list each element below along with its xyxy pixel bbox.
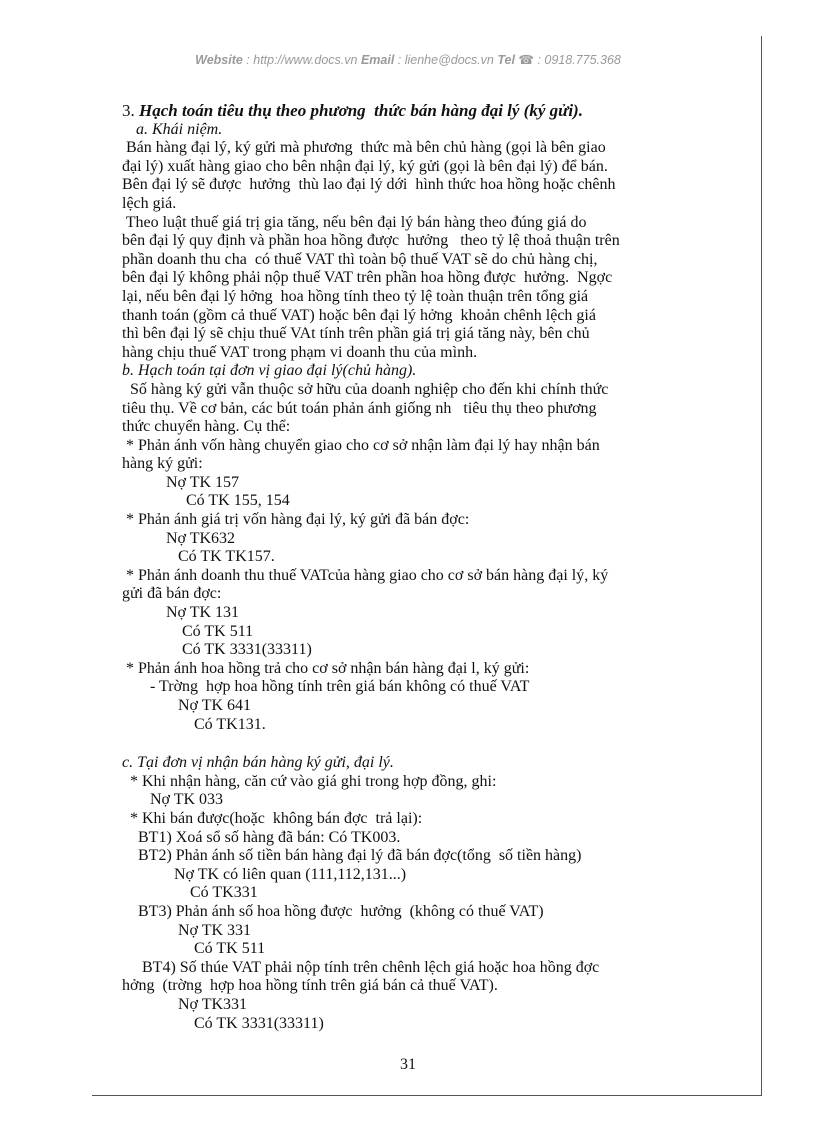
page-header xyxy=(0,52,816,67)
entry-line: * Khi bán được(hoặc không bán đợc trả lại): xyxy=(122,809,423,827)
subheading-b: b. Hạch toán tại đơn vị giao đại lý(chủ hàng). xyxy=(122,362,417,380)
section-title-text: Hạch toán tiêu thụ theo phương thức bán hàng đại lý (ký gửi). xyxy=(139,101,583,120)
spacer xyxy=(122,734,712,754)
text-line: Bán hàng đại lý, ký gửi mà phương thức mà bên chủ hàng (gọi là bên giao xyxy=(122,139,606,157)
section-title xyxy=(122,102,712,121)
text-line: Số hàng ký gửi vẫn thuộc sở hữu của doanh nghiệp cho đến khi chính thức xyxy=(122,380,609,398)
email-label: Email xyxy=(360,53,395,67)
text-line: tiêu thụ. Về cơ bản, các bút toán phản ánh giống nh tiêu thụ theo phương xyxy=(122,399,597,417)
text-line: thức chuyển hàng. Cụ thể: xyxy=(122,418,291,436)
entry-line: hàng ký gửi: xyxy=(122,455,203,473)
entry-line: Có TK 3331(33311) xyxy=(122,641,312,659)
subheading-c: c. Tại đơn vị nhận bán hàng ký gửi, đại lý. xyxy=(122,754,394,772)
entry-line: Có TK 511 xyxy=(122,940,266,958)
paragraph-a2 xyxy=(122,214,712,363)
entry-line: BT3) Phản ánh số hoa hồng được hưởng (không có thuế VAT) xyxy=(122,902,544,920)
page-number: 31 xyxy=(400,1056,416,1073)
entry-line: * Phản ánh doanh thu thuế VATcủa hàng giao cho cơ sở bán hàng đại lý, ký xyxy=(122,566,609,584)
tel-value: ☎ : 0918.775.368 xyxy=(514,53,621,67)
text-line: thì bên đại lý sẽ chịu thuế VAt tính trên phần giá trị giá tăng này, bên chủ xyxy=(122,325,590,343)
entry-line: * Phản ánh hoa hồng trả cho cơ sở nhận bán hàng đại l, ký gửi: xyxy=(122,659,530,677)
website-label: Website xyxy=(195,53,243,67)
entry-line: * Phản ánh giá trị vốn hàng đại lý, ký gửi đã bán đợc: xyxy=(122,511,470,529)
text-line: hàng chịu thuế VAT trong phạm vi doanh thu của mình. xyxy=(122,343,478,361)
text-line: phần doanh thu cha có thuế VAT thì toàn bộ thuế VAT sẽ do chủ hàng chị, xyxy=(122,250,598,268)
tel-label: Tel xyxy=(497,53,515,67)
document-body xyxy=(122,102,712,1033)
email-value[interactable]: : lienhe@docs.vn xyxy=(394,53,498,67)
entry-line: Có TK 155, 154 xyxy=(122,492,290,510)
entry-line: BT1) Xoá sổ số hàng đã bán: Có TK003. xyxy=(122,828,401,846)
text-line: bên đại lý quy định và phần hoa hồng được hưởng theo tỷ lệ thoả thuận trên xyxy=(122,232,620,250)
section-number: 3. xyxy=(122,101,139,120)
entry-line: BT4) Số thúe VAT phải nộp tính trên chênh lệch giá hoặc hoa hồng đợc xyxy=(122,958,600,976)
text-line: bên đại lý không phải nộp thuế VAT trên phần hoa hồng được hưởng. Ngợc xyxy=(122,269,613,287)
entry-line: BT2) Phản ánh số tiền bán hàng đại lý đã bán đợc(tổng số tiền hàng) xyxy=(122,847,582,865)
entry-line: Nợ TK 331 xyxy=(122,921,252,939)
entry-line: Có TK331 xyxy=(122,884,258,902)
subheading-a: a. Khái niệm. xyxy=(136,120,223,138)
entry-line: - Trờng hợp hoa hồng tính trên giá bán không có thuế VAT xyxy=(122,678,530,696)
entry-line: Nợ TK331 xyxy=(122,995,248,1013)
entry-line: Có TK 3331(33311) xyxy=(122,1014,324,1032)
entry-line: hởng (trờng hợp hoa hồng tính trên giá bán cả thuế VAT). xyxy=(122,977,498,995)
entries-c xyxy=(122,773,712,1033)
entry-line: Nợ TK 033 xyxy=(122,791,224,809)
entry-line: Nợ TK632 xyxy=(122,529,236,547)
paragraph-b xyxy=(122,381,712,437)
entry-line: * Phản ánh vốn hàng chuyển giao cho cơ sở nhận làm đại lý hay nhận bán xyxy=(122,436,600,454)
entry-line: * Khi nhận hàng, căn cứ vào giá ghi trong hợp đồng, ghi: xyxy=(122,772,497,790)
entry-line: Có TK131. xyxy=(122,715,266,733)
text-line: Bên đại lý sẽ được hưởng thù lao đại lý dới hình thức hoa hồng hoặc chênh xyxy=(122,176,616,194)
text-line: đại lý) xuất hàng giao cho bên nhận đại lý, ký gửi (gọi là bên đại lý) để bán. xyxy=(122,157,608,175)
paragraph-a1 xyxy=(122,139,712,213)
entry-line: Nợ TK 641 xyxy=(122,697,252,714)
website-value[interactable]: : http://www.docs.vn xyxy=(242,53,361,67)
text-line: thanh toán (gồm cả thuế VAT) hoặc bên đại lý hởng khoản chênh lệch giá xyxy=(122,306,596,324)
entry-line: gửi đã bán đợc: xyxy=(122,585,222,603)
entry-line: Nợ TK có liên quan (111,112,131...) xyxy=(122,865,407,883)
text-line: Theo luật thuế giá trị gia tăng, nếu bên đại lý bán hàng theo đúng giá do xyxy=(122,213,587,231)
entry-line: Nợ TK 157 xyxy=(122,473,240,491)
entry-line: Nợ TK 131 xyxy=(122,604,240,622)
entry-line: Có TK 511 xyxy=(122,622,254,640)
entry-line: Có TK TK157. xyxy=(122,548,275,566)
text-line: lệch giá. xyxy=(122,194,177,212)
entries-b xyxy=(122,437,712,735)
text-line: lại, nếu bên đại lý hởng hoa hồng tính theo tỷ lệ toàn thuận trên tổng giá xyxy=(122,287,589,305)
